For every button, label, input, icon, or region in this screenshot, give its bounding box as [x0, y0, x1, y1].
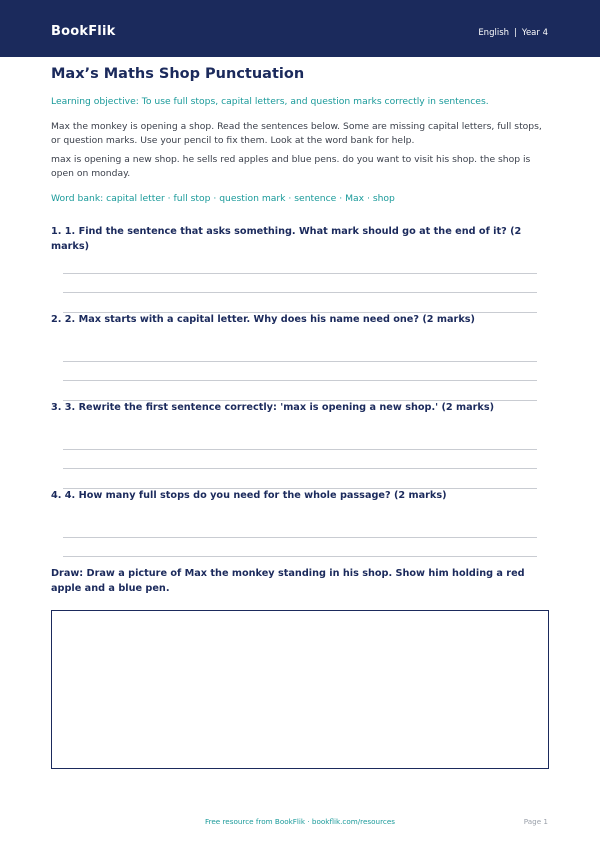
answer-line[interactable]: [63, 361, 537, 362]
word-bank: Word bank: capital letter · full stop · question mark · sentence · Max · shop: [51, 193, 395, 204]
page-number: Page 1: [523, 817, 548, 826]
subject-year-label: [478, 28, 548, 38]
answer-line[interactable]: [63, 292, 537, 293]
answer-line[interactable]: [63, 273, 537, 274]
worksheet-title: Max’s Maths Shop Punctuation: [51, 66, 305, 82]
meta-separator: |: [514, 28, 517, 38]
drawing-box[interactable]: [51, 610, 549, 769]
top-banner: [0, 0, 600, 57]
answer-line[interactable]: [63, 468, 537, 469]
question-2: 2. 2. Max starts with a capital letter. Why does his name need one? (2 marks): [51, 314, 475, 325]
footer-credit: Free resource from BookFlik · bookflik.com/resources: [204, 817, 396, 826]
learning-objective: Learning objective: To use full stops, capital letters, and question marks correctly in sentences.: [51, 96, 489, 107]
brand-logo: BookFlik: [51, 24, 116, 39]
year-label: Year 4: [521, 28, 548, 38]
question-4: 4. 4. How many full stops do you need for the whole passage? (2 marks): [51, 490, 447, 501]
answer-line[interactable]: [63, 449, 537, 450]
draw-prompt: Draw: Draw a picture of Max the monkey standing in his shop. Show him holding a red apple and a blue pen.: [51, 568, 525, 594]
question-3: 3. 3. Rewrite the first sentence correctly: 'max is opening a new shop.' (2 marks): [51, 402, 495, 413]
subject-label: English: [478, 28, 510, 38]
answer-line[interactable]: [63, 556, 537, 557]
passage-text: max is opening a new shop. he sells red apples and blue pens. do you want to visit his shop. the shop is open on monday.: [51, 154, 531, 179]
instructions-text: Max the monkey is opening a shop. Read the sentences below. Some are missing capital letters, full stops, or question marks. Use your pencil to fix them. Look at the word bank for help.: [51, 121, 542, 146]
answer-line[interactable]: [63, 537, 537, 538]
question-1: 1. 1. Find the sentence that asks something. What mark should go at the end of it? (2 marks): [51, 226, 522, 252]
answer-line[interactable]: [63, 380, 537, 381]
